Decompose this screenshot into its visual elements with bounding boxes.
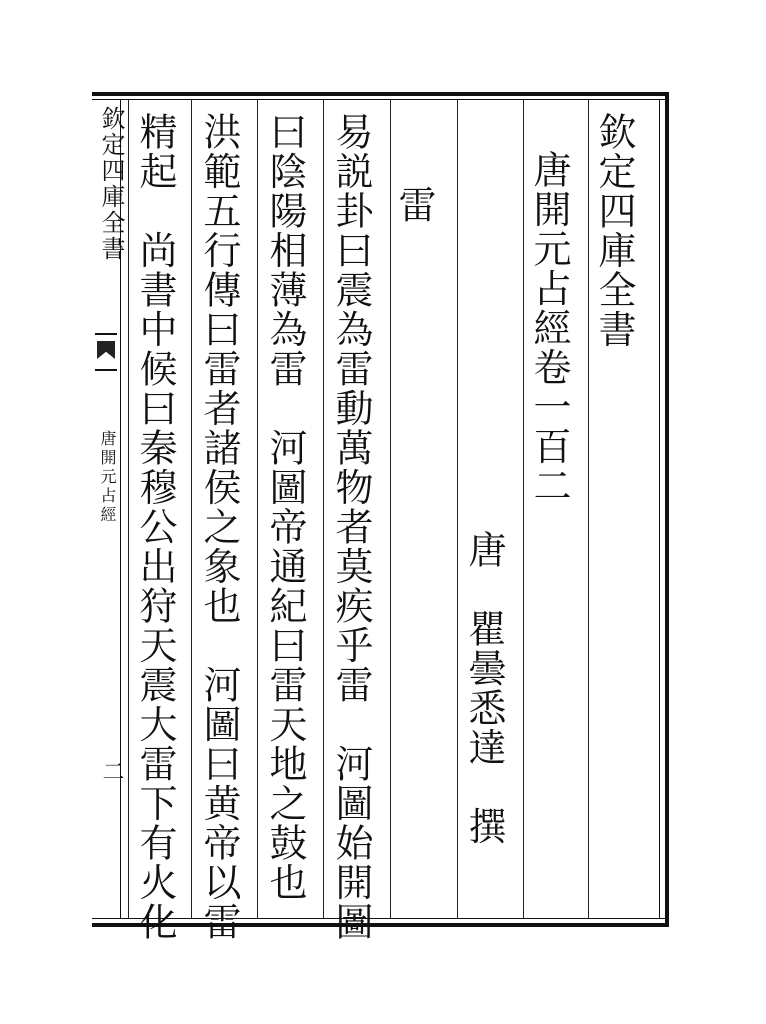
frame-bottom-inner-border bbox=[92, 918, 669, 919]
column-rule bbox=[323, 100, 324, 918]
text-column-body: 精起 尚書中候曰秦穆公出狩天震大雷下有火化 bbox=[133, 112, 177, 942]
text-column-body: 洪範五行傳曰雷者諸侯之象也 河圖曰黄帝以雷 bbox=[197, 112, 241, 942]
frame-top-border bbox=[92, 92, 669, 96]
column-rule bbox=[191, 100, 192, 918]
margin-page-number: 二 bbox=[99, 760, 124, 782]
text-column-collection-title: 欽定四庫全書 bbox=[592, 112, 636, 349]
margin-collection-title: 欽定四庫全書 bbox=[97, 106, 125, 262]
column-rule bbox=[390, 100, 391, 918]
text-column-chapter-title: 唐開元占經卷一百二 bbox=[527, 150, 571, 506]
column-rule bbox=[257, 100, 258, 918]
fish-tail-mark bbox=[95, 333, 117, 371]
column-rule bbox=[128, 100, 129, 918]
frame-bottom-border bbox=[92, 923, 669, 927]
frame-right-border bbox=[665, 92, 669, 927]
frame-top-inner-border bbox=[92, 99, 669, 100]
frame-right-inner-border bbox=[659, 99, 660, 919]
text-column-author: 唐 瞿曇悉達 撰 bbox=[462, 530, 506, 846]
text-column-body: 曰陰陽相薄為雷 河圖帝通紀曰雷天地之鼓也 bbox=[263, 112, 307, 902]
column-rule bbox=[588, 100, 589, 918]
margin-book-title: 唐開元占經 bbox=[98, 430, 117, 525]
text-column-body: 易説卦曰震為雷動萬物者莫疾乎雷 河圖始開圖 bbox=[329, 112, 373, 942]
column-rule bbox=[523, 100, 524, 918]
text-column-section-heading: 雷 bbox=[392, 185, 436, 225]
column-rule bbox=[457, 100, 458, 918]
